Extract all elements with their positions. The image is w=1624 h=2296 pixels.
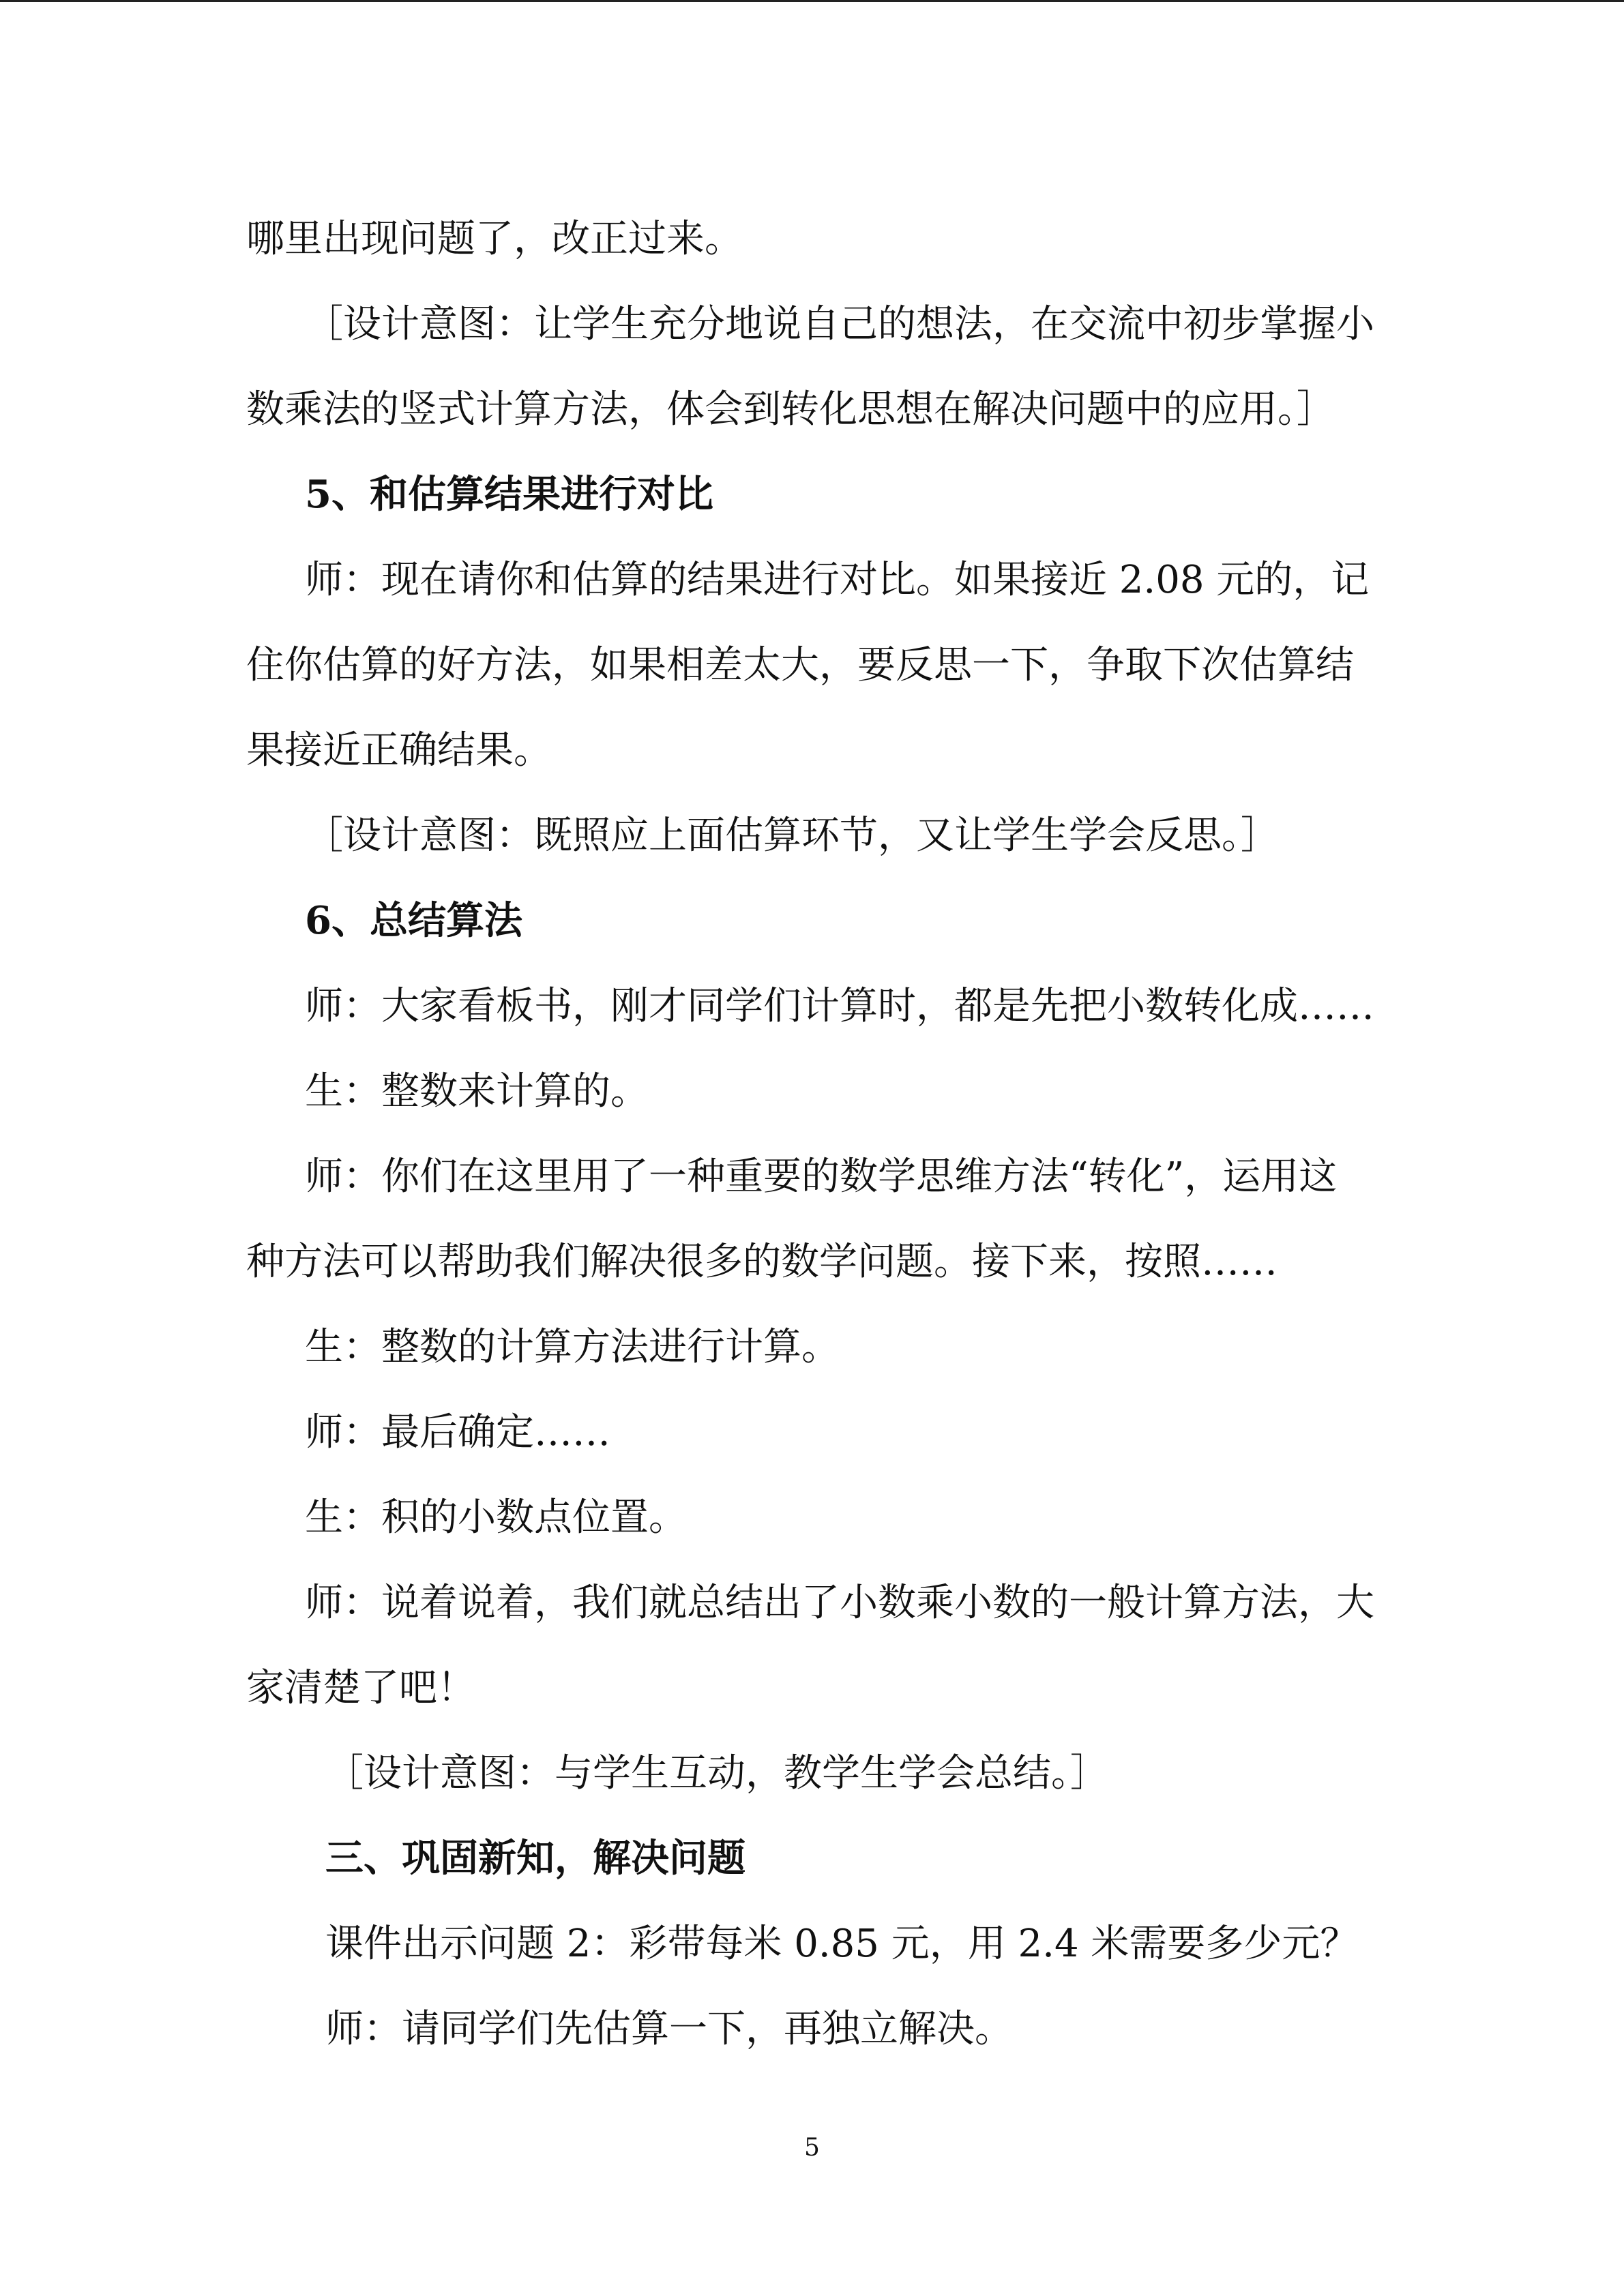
teacher-line (0, 1986, 1624, 2072)
text-line: ［设计意图：与学生互动，教学生学会总结。］ (325, 1751, 1108, 1795)
section-heading (0, 878, 1624, 964)
document-body (0, 196, 1624, 2072)
text-line: 生：整数的计算方法进行计算。 (305, 1325, 840, 1369)
student-line (0, 1475, 1624, 1560)
text-line: ［设计意图：既照应上面估算环节，又让学生学会反思。］ (305, 814, 1279, 858)
text-line: 师：大家看板书，刚才同学们计算时，都是先把小数转化成…… (305, 984, 1374, 1028)
text-line: 家清楚了吧！ (246, 1666, 475, 1710)
text-line: 种方法可以帮助我们解决很多的数学问题。接下来，按照…… (246, 1240, 1278, 1284)
text-line: 师：请同学们先估算一下，再独立解决。 (325, 2007, 1013, 2051)
text-line: 师：你们在这里用了一种重要的数学思维方法“转化”，运用这 (305, 1154, 1338, 1199)
body-paragraph (0, 196, 1624, 282)
section-heading (0, 452, 1624, 537)
text-line: 生：积的小数点位置。 (305, 1495, 687, 1540)
text-line: ［设计意图：让学生充分地说自己的想法，在交流中初步掌握小 (305, 302, 1374, 346)
heading-text: 6、总结算法 (305, 898, 522, 943)
heading-text: 三、巩固新知，解决问题 (325, 1836, 745, 1881)
teacher-line (0, 964, 1624, 1049)
student-line (0, 1049, 1624, 1134)
page-number: 5 (804, 2134, 820, 2162)
teacher-line (0, 1560, 1624, 1731)
design-intent-note (0, 793, 1624, 878)
text-line: 师：说着说着，我们就总结出了小数乘小数的一般计算方法，大 (305, 1581, 1374, 1625)
text-line: 师：最后确定…… (305, 1410, 610, 1455)
text-line: 住你估算的好方法，如果相差太大，要反思一下，争取下次估算结 (246, 643, 1354, 687)
heading-text: 5、和估算结果进行对比 (305, 472, 713, 517)
teacher-line (0, 537, 1624, 793)
text-line: 师：现在请你和估算的结果进行对比。如果接近 2.08 元的，记 (305, 558, 1370, 602)
teacher-line (0, 1390, 1624, 1475)
text-line: 果接近正确结果。 (246, 728, 552, 773)
design-intent-note (0, 282, 1624, 452)
text-line: 课件出示问题 2：彩带每米 0.85 元，用 2.4 米需要多少元？ (325, 1922, 1359, 1966)
text-line: 数乘法的竖式计算方法，体会到转化思想在解决问题中的应用。］ (246, 387, 1335, 432)
student-line (0, 1304, 1624, 1390)
section-heading (0, 1816, 1624, 1901)
design-intent-note (0, 1731, 1624, 1816)
problem-statement (0, 1901, 1624, 1986)
text-line: 生：整数来计算的。 (305, 1069, 649, 1114)
text-line: 哪里出现问题了，改正过来。 (246, 217, 743, 261)
teacher-line (0, 1134, 1624, 1304)
top-border-line (0, 0, 1624, 2)
